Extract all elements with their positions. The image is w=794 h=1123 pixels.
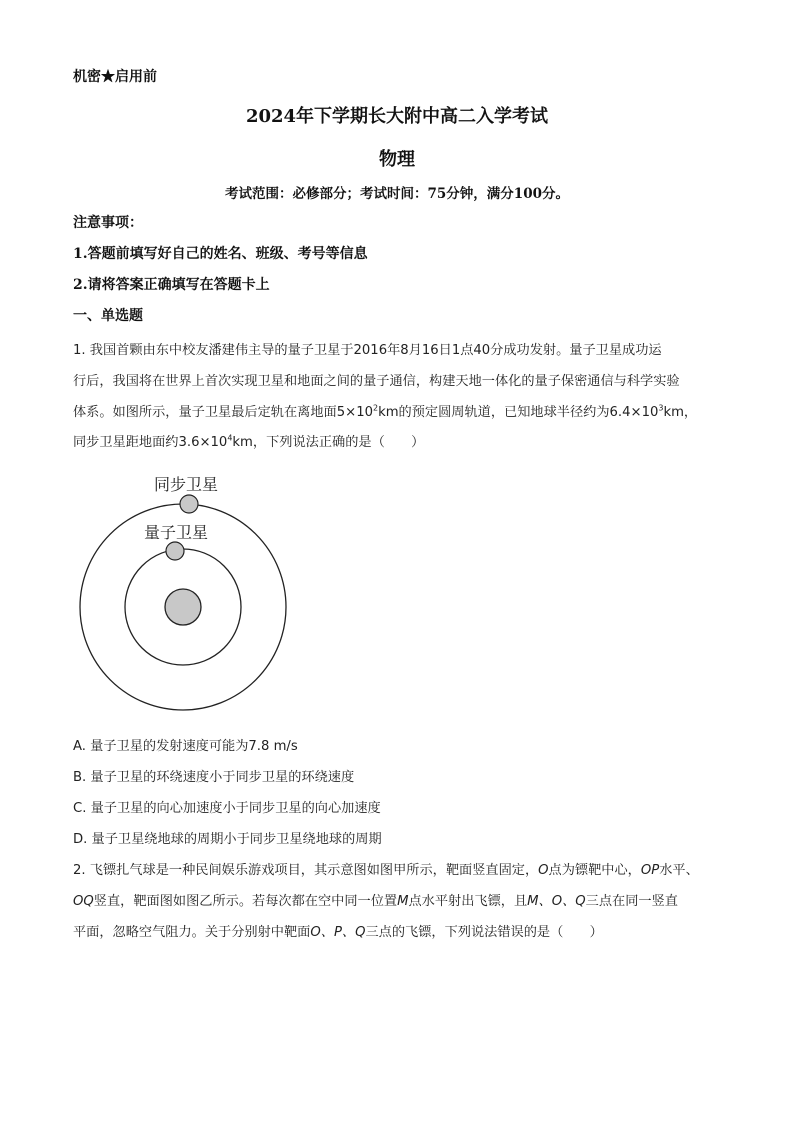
question-1-line-3: 体系。如图所示，量子卫星最后定轨在离地面$5\times 10^2km$的预定圆周轨道，已知地球半径约为$6.4\times 10^3km$， — [73, 403, 698, 420]
exam-scope: 考试范围：必修部分；考试时间：75分钟，满分100分。 — [225, 186, 569, 202]
question-1-line-1: 1. 我国首颗由东中校友潘建伟主导的量子卫星于2016年8月16日1点40分成功发射。量子卫星成功运 — [73, 343, 662, 358]
option-d: D. 量子卫星绕地球的周期小于同步卫星绕地球的周期 — [73, 832, 382, 847]
secret-label: 机密★启用前 — [73, 69, 157, 85]
option-b: B. 量子卫星的环绕速度小于同步卫星的环绕速度 — [73, 770, 355, 785]
notes-heading: 注意事项： — [73, 215, 143, 231]
note-item-2: 2.请将答案正确填写在答题卡上 — [73, 277, 270, 293]
orbit-diagram — [60, 462, 310, 722]
question-1-line-2: 行后，我国将在世界上首次实现卫星和地面之间的量子通信，构建天地一体化的量子保密通信与科学实验 — [73, 374, 680, 389]
sync-satellite-label: 同步卫星 — [154, 475, 219, 494]
quantum-satellite — [166, 542, 184, 560]
option-c: C. 量子卫星的向心加速度小于同步卫星的向心加速度 — [73, 801, 381, 816]
question-2-line-3: 平面，忽略空气阻力。关于分别射中靶面O、P、Q三点的飞镖，下列说法错误的是（ ） — [73, 925, 603, 940]
question-1-line-4: 同步卫星距地面约$3.6\times 10^4km$，下列说法正确的是（ ） — [73, 433, 425, 450]
note-item-1: 1.答题前填写好自己的姓名、班级、考号等信息 — [73, 246, 368, 262]
subject-title: 物理 — [379, 149, 415, 170]
question-2-line-1: 2. 飞镖扎气球是一种民间娱乐游戏项目，其示意图如图甲所示，靶面竖直固定，O点为镖靶中心，OP水平、 — [73, 863, 699, 878]
sync-satellite — [180, 495, 198, 513]
earth — [165, 589, 201, 625]
exam-title: 2024年下学期长大附中高二入学考试 — [245, 106, 549, 127]
option-a: A. 量子卫星的发射速度可能为7.8 m/s — [73, 739, 298, 754]
question-2-line-2: OQ竖直，靶面图如图乙所示。若每次都在空中同一位置M点水平射出飞镖，且M、O、Q三点在同一竖直 — [73, 894, 678, 909]
quantum-satellite-label: 量子卫星 — [144, 523, 209, 542]
section-heading: 一、单选题 — [73, 308, 143, 324]
